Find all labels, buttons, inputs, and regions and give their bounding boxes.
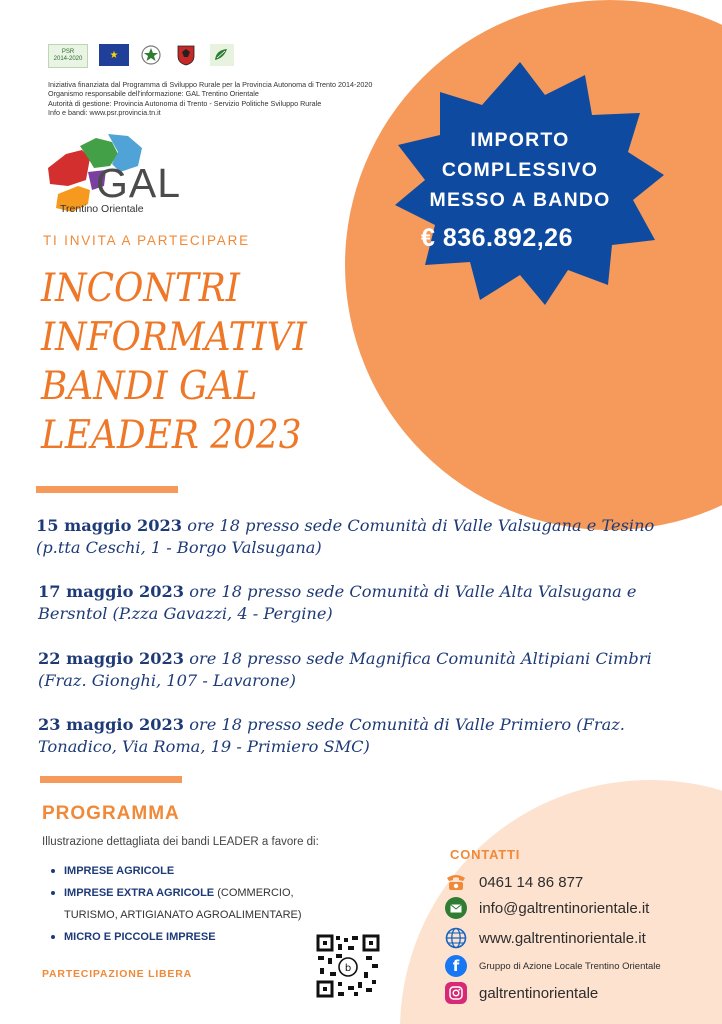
list-item: IMPRESE EXTRA AGRICOLE (COMMERCIO, [50,882,302,904]
contact-email[interactable] [445,897,649,919]
gal-logo-text: GAL [96,160,182,206]
event-text: ore 18 presso sede Comunità di Valle Valsugana e Tesino (p.tta Ceschi, 1 - Borgo Valsugana) [36,516,655,557]
funding-info [48,80,428,117]
event-item [38,714,698,758]
facebook-name: Gruppo di Azione Locale Trentino Orientale [479,960,661,972]
event-text: ore 18 presso sede Magnifica Comunità Altipiani Cimbri (Fraz. Gionghi, 107 - Lavarone) [38,649,652,690]
contacts-title: CONTATTI [450,847,521,862]
contact-web[interactable] [445,927,646,949]
event-date: 23 maggio 2023 [38,715,185,734]
phone-number: 0461 14 86 877 [479,873,584,891]
facebook-icon: f [445,955,467,977]
free-participation: PARTECIPAZIONE LIBERA [42,968,192,980]
programma-list [50,860,302,948]
event-text: ore 18 presso sede Comunità di Valle Primiero (Fraz. Tonadico, Via Roma, 19 - Primiero SMC) [38,715,625,756]
funding-line: Organismo responsabile dell'informazione: GAL Trentino Orientale [48,89,259,99]
list-item-continuation: TURISMO, ARTIGIANATO AGROALIMENTARE) [64,909,302,921]
contact-phone[interactable] [445,871,583,893]
leader-logo [210,44,234,66]
amount-heading: IMPORTO COMPLESSIVO MESSO A BANDO [429,129,611,211]
trento-emblem-logo [177,44,195,66]
website-url: www.galtrentinorientale.it [479,929,646,947]
funding-line: Autorità di gestione: Provincia Autonoma di Trento - Servizio Politiche Sviluppo Rurale [48,98,322,108]
event-date: 15 maggio 2023 [36,516,183,535]
funding-line: Info e bandi: www.psr.provincia.tn.it [48,107,161,117]
event-item [36,515,696,559]
email-address: info@galtrentinorientale.it [479,899,650,917]
email-icon [445,897,467,919]
amount-value: € 836.892,26 [421,224,573,252]
event-item [38,581,698,625]
gal-logo-subtitle: Trentino Orientale [60,203,144,215]
contact-instagram[interactable] [445,982,598,1004]
event-date: 17 maggio 2023 [38,582,185,601]
svg-text:b: b [344,963,352,974]
funding-line: Iniziativa finanziata dal Programma di Sviluppo Rurale per la Provincia Autonoma di Trento 2014-2020 [48,80,373,89]
programma-title: PROGRAMMA [42,803,180,824]
list-item: MICRO E PICCOLE IMPRESE [50,926,302,948]
qr-code[interactable] [308,930,388,1002]
divider-bar [36,486,178,493]
title-line: BANDI GAL [41,364,258,409]
globe-icon [445,927,467,949]
title-line: INFORMATIVI [41,315,307,360]
page-title [41,264,330,460]
contact-facebook[interactable] [445,955,679,977]
italy-emblem-logo [140,44,162,66]
programma-intro: Illustrazione dettagliata dei bandi LEADER a favore di: [42,836,319,848]
instagram-handle: galtrentinorientale [479,984,599,1002]
phone-icon [445,871,467,893]
instagram-icon [445,982,467,1004]
divider-bar [40,776,182,783]
event-text: ore 18 presso sede Comunità di Valle Alta Valsugana e Bersntol (P.zza Gavazzi, 4 - Pergine) [38,582,637,623]
list-item: IMPRESE AGRICOLE [50,860,302,882]
psr-logo: PSR 2014-2020 [48,44,88,68]
title-line: LEADER 2023 [41,413,302,458]
invite-text: TI INVITA A PARTECIPARE [43,233,250,248]
event-date: 22 maggio 2023 [38,649,185,668]
eu-flag-logo: ★ [99,44,129,66]
title-line: INCONTRI [41,266,240,311]
event-item [38,648,698,692]
